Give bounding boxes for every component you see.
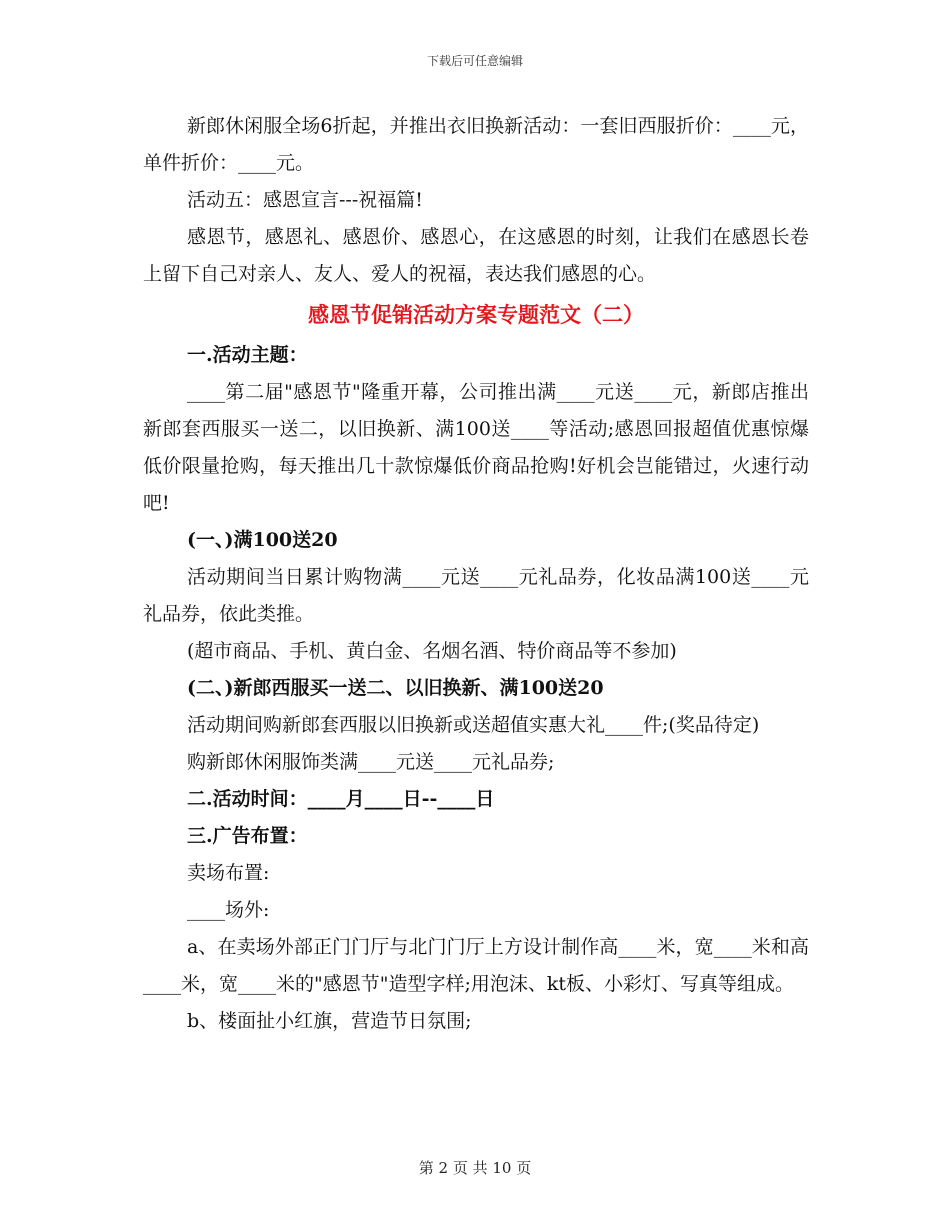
paragraph-item-b: b、楼面扯小红旗，营造节日氛围;	[187, 1010, 472, 1032]
paragraph-item-a: a、在卖场外部正门门厅与北门门厅上方设计制作高____米，宽____米和高____米，宽____米的"感恩节"造型字样;用泡沫、kt板、小彩灯、写真等组成。	[143, 936, 809, 995]
section-title: 感恩节促销活动方案专题范文（二）	[308, 302, 644, 327]
paragraph-promo-two-detail: 活动期间购新郎套西服以旧换新或送超值实惠大礼____件;(奖品待定)	[187, 714, 760, 736]
paragraph-thanksgiving-wishes: 感恩节，感恩礼、感恩价、感恩心，在这感恩的时刻，让我们在感恩长卷上留下自己对亲人、友人、爱人的祝福，表达我们感恩的心。	[143, 226, 809, 285]
paragraph-theme-description: ____第二届"感恩节"隆重开幕，公司推出满____元送____元，新郎店推出新郎套西服买一送二，以旧换新、满100送____等活动;感恩回报超值优惠惊爆低价限量抢购，每天推出几十款惊爆低价商品抢购!好机会岂能错过，火速行动吧!	[143, 381, 809, 514]
document-body	[143, 108, 809, 1040]
paragraph-casual-wear-discount: 新郎休闲服全场6折起，并推出衣旧换新活动：一套旧西服折价：____元，单件折价：____元。	[143, 115, 809, 174]
paragraph-promo-one-detail: 活动期间当日累计购物满____元送____元礼品券，化妆品满100送____元礼品券，依此类推。	[143, 566, 809, 625]
paragraph-activity-five: 活动五：感恩宣言---祝福篇!	[187, 189, 423, 211]
paragraph-store-layout: 卖场布置:	[187, 862, 270, 884]
heading-promo-one: (一、)满100送20	[187, 529, 338, 551]
paragraph-outside-store: ____场外:	[187, 899, 270, 921]
heading-activity-theme: 一.活动主题：	[187, 344, 308, 366]
heading-ad-layout: 三.广告布置：	[187, 825, 308, 847]
paragraph-promo-one-exclusions: (超市商品、手机、黄白金、名烟名酒、特价商品等不参加)	[187, 640, 677, 662]
paragraph-casual-voucher: 购新郎休闲服饰类满____元送____元礼品券;	[187, 751, 555, 773]
page-number: 第 2 页 共 10 页	[418, 1159, 532, 1177]
heading-activity-time: 二.活动时间：____月____日--____日	[187, 788, 495, 810]
page-header-note: 下载后可任意编辑	[426, 54, 523, 68]
heading-promo-two: (二、)新郎西服买一送二、以旧换新、满100送20	[187, 677, 604, 699]
